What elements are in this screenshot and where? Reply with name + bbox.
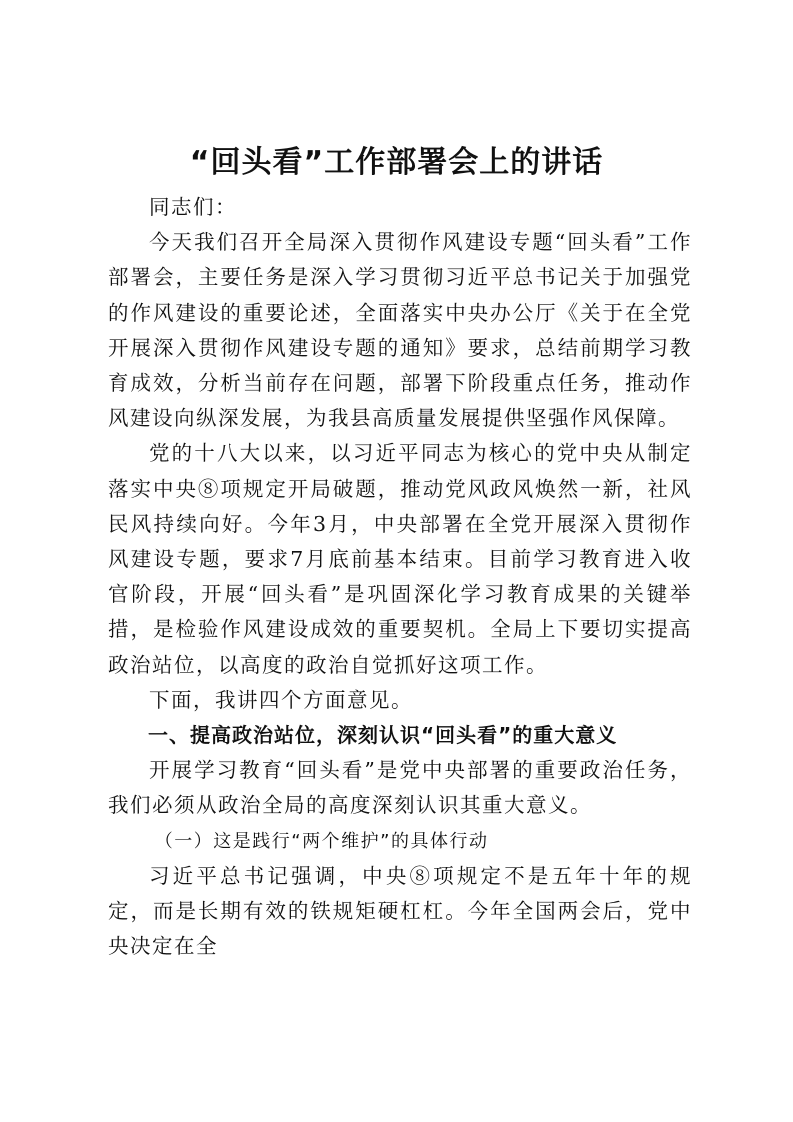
document-title: “回头看”工作部署会上的讲话 [189, 145, 604, 180]
document-body [108, 190, 692, 964]
salutation: 同志们： [149, 195, 237, 219]
section-heading-1: 一、提高政治站位，深刻认识“回头看”的重大意义 [148, 723, 618, 748]
subsection-heading-1: （一）这是践行“两个维护”的具体行动 [154, 830, 489, 852]
section-1-intro: 开展学习教育“回头看”是党中央部署的重要政治任务，我们必须从政治全局的高度深刻认识其重大意义。 [108, 758, 692, 818]
paragraph-background: 党的十八大以来，以习近平同志为核心的党中央从制定落实中央⑧项规定开局破题，推动党风政风焕然一新，社风民风持续向好。今年3月，中央部署在全党开展深入贯彻作风建设专题，要求7月底前基本结束。目前学习教育进入收官阶段，开展“回头看”是巩固深化学习教育成果的关键举措，是检验作风建设成效的重要契机。全局上下要切实提高政治站位，以高度的政治自觉抓好这项工作。 [108, 441, 692, 677]
paragraph-opening: 今天我们召开全局深入贯彻作风建设专题“回头看”工作部署会，主要任务是深入学习贯彻习近平总书记关于加强党的作风建设的重要论述，全面落实中央办公厅《关于在全党开展深入贯彻作风建设专题的通知》要求，总结前期学习教育成效，分析当前存在问题，部署下阶段重点任务，推动作风建设向纵深发展，为我县高质量发展提供坚强作风保障。 [108, 230, 692, 431]
subsection-1-text: 习近平总书记强调，中央⑧项规定不是五年十年的规定，而是长期有效的铁规矩硬杠杠。今年全国两会后，党中央决定在全 [108, 863, 692, 959]
paragraph-outline: 下面，我讲四个方面意见。 [149, 687, 413, 712]
